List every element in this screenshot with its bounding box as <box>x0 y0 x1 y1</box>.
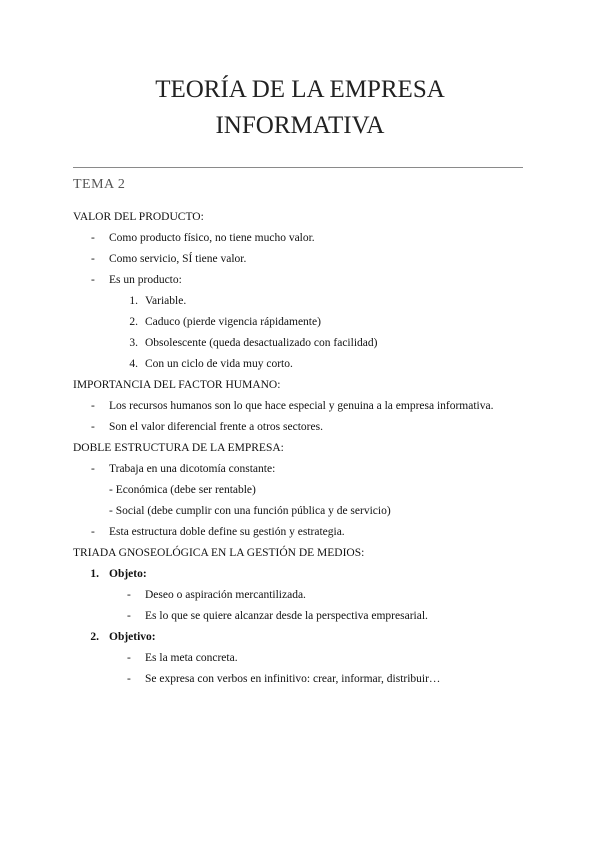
dash-marker: - <box>91 274 95 286</box>
document-body <box>73 207 533 690</box>
title-line-2: INFORMATIVA <box>215 112 385 139</box>
dash-marker: - <box>127 610 131 622</box>
list-item: - Los recursos humanos son lo que hace especial y genuina a la empresa informativa. <box>73 396 533 417</box>
list-item: - Es un producto: <box>73 270 533 291</box>
list-item: - Esta estructura doble define su gestión y estrategia. <box>73 522 533 543</box>
number-marker: 2. <box>129 316 138 328</box>
list-item: - Como producto físico, no tiene mucho valor. <box>73 228 533 249</box>
list-item: - Deseo o aspiración mercantilizada. <box>73 585 533 606</box>
sub-item: - Económica (debe ser rentable) <box>109 484 256 496</box>
dash-marker: - <box>127 673 131 685</box>
section-heading: TRIADA GNOSEOLÓGICA EN LA GESTIÓN DE MEDIOS: <box>73 547 365 559</box>
number-marker: 4. <box>129 358 138 370</box>
number-marker: 1. <box>129 295 138 307</box>
number-marker: 2. <box>90 631 99 643</box>
numbered-item: 1. Objeto: <box>73 564 533 585</box>
section-label: TEMA 2 <box>73 177 126 192</box>
numbered-item: 4. Con un ciclo de vida muy corto. <box>73 354 533 375</box>
number-marker: 3. <box>129 337 138 349</box>
list-item: - Son el valor diferencial frente a otros sectores. <box>73 417 533 438</box>
list-item: - Es lo que se quiere alcanzar desde la perspectiva empresarial. <box>73 606 533 627</box>
section-heading: VALOR DEL PRODUCTO: <box>73 211 204 223</box>
dash-marker: - <box>91 232 95 244</box>
list-item: - Como servicio, SÍ tiene valor. <box>73 249 533 270</box>
number-marker: 1. <box>90 568 99 580</box>
dash-marker: - <box>91 400 95 412</box>
list-item: - Se expresa con verbos en infinitivo: crear, informar, distribuir… <box>73 669 533 690</box>
dash-marker: - <box>127 652 131 664</box>
section-heading: DOBLE ESTRUCTURA DE LA EMPRESA: <box>73 442 284 454</box>
dash-marker: - <box>91 463 95 475</box>
title-line-1: TEORÍA DE LA EMPRESA <box>155 76 445 103</box>
numbered-item: 3. Obsolescente (queda desactualizado con facilidad) <box>73 333 533 354</box>
numbered-item: 1. Variable. <box>73 291 533 312</box>
dash-marker: - <box>127 589 131 601</box>
list-item: - Es la meta concreta. <box>73 648 533 669</box>
dash-marker: - <box>91 253 95 265</box>
dash-marker: - <box>91 421 95 433</box>
sub-item: - Social (debe cumplir con una función pública y de servicio) <box>109 505 391 517</box>
title-divider <box>73 167 523 168</box>
list-item: - Trabaja en una dicotomía constante: <box>73 459 533 480</box>
document-title <box>0 72 600 144</box>
numbered-item: 2. Caduco (pierde vigencia rápidamente) <box>73 312 533 333</box>
numbered-item: 2. Objetivo: <box>73 627 533 648</box>
section-heading: IMPORTANCIA DEL FACTOR HUMANO: <box>73 379 281 391</box>
dash-marker: - <box>91 526 95 538</box>
